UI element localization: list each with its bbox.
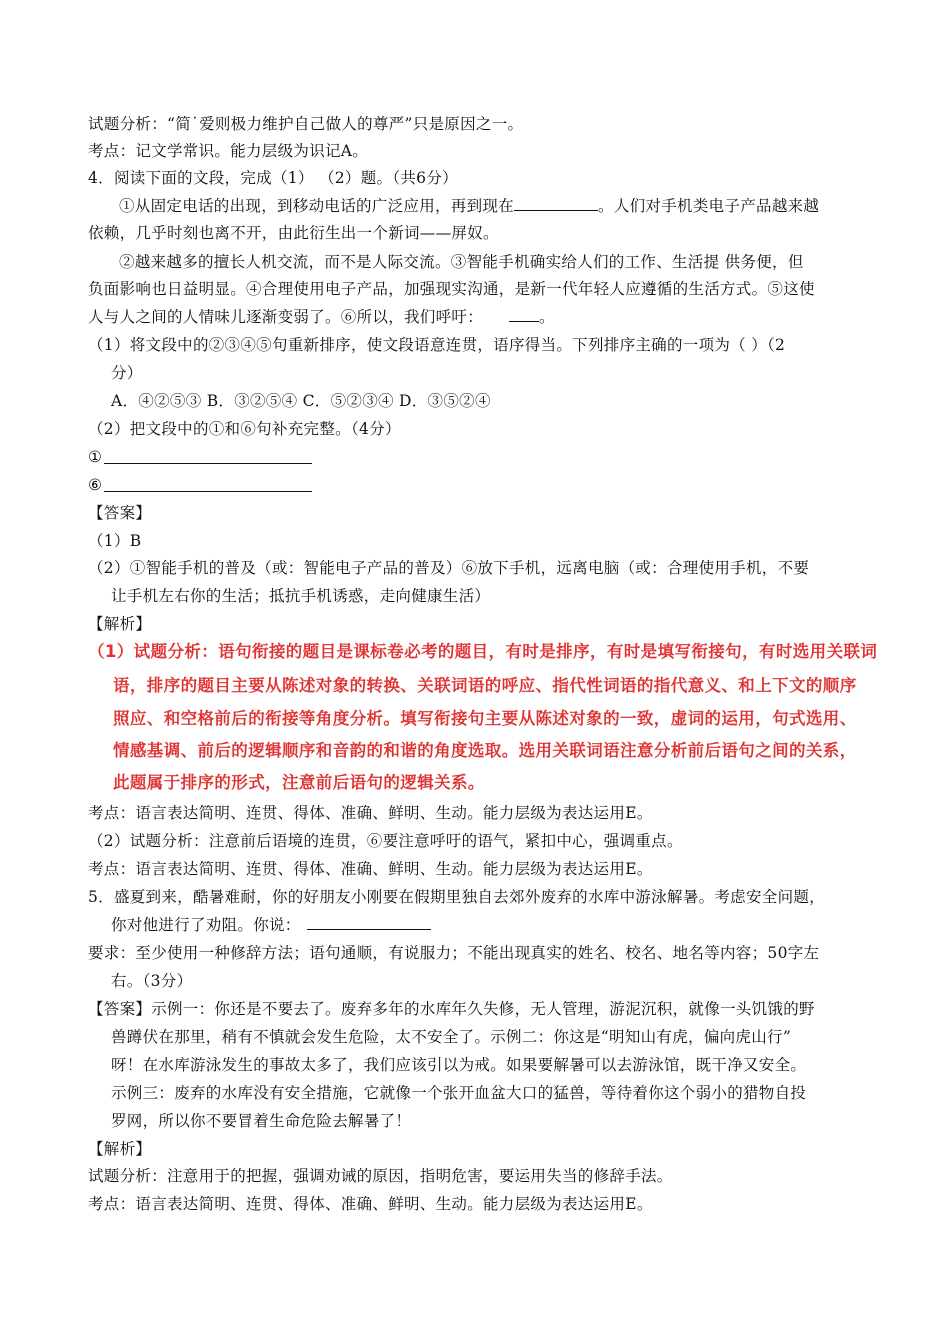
q4-red-analysis-line3: 照应、和空格前后的衔接等角度分析。填写衔接句主要从陈述对象的一致，虚词的运用，句式选用、 — [113, 709, 857, 728]
q5-requirement-line2: 右。（3分） — [111, 972, 193, 990]
q3-point: 考点：记文学常识。能力层级为识记A。 — [88, 142, 369, 160]
q4-answer1: （1）B — [88, 532, 142, 550]
q5-answer-line4: 示例三：废弃的水库没有安全措施，它就像一个张开血盆大口的猛兽，等待着你这个弱小的猎物自投 — [111, 1084, 807, 1102]
q5-analysis-heading: 【解析】 — [88, 1140, 152, 1158]
q5-requirement-line1: 要求：至少使用一种修辞方法；语句通顺，有说服力；不能出现真实的姓名、校名、地名等内容；50字左 — [88, 944, 820, 962]
q4-fill1-label: ① — [88, 448, 103, 466]
q4-analysis-heading: 【解析】 — [88, 615, 152, 633]
q5-title-line2 — [111, 915, 431, 935]
q4-sub1-line2: 分） — [111, 364, 143, 382]
q5-answer-line2: 兽蹲伏在那里，稍有不慎就会发生危险，太不安全了。示例二：你这是“明知山有虎，偏向虎山行” — [111, 1028, 792, 1046]
q4-p1-text-a: ①从固定电话的出现，到移动电话的广泛应用，再到现在 — [119, 197, 515, 215]
q3-analysis: 试题分析：“简˙爱则极力维护自己做人的尊严”只是原因之一。 — [88, 115, 524, 133]
q4-sub1-line1: （1）将文段中的②③④⑤句重新排序，使文段语意连贯，语序得当。下列排序主确的一项为（ ）（2 — [88, 336, 786, 354]
q5-point: 考点：语言表达简明、连贯、得体、准确、鲜明、生动。能力层级为表达运用E。 — [88, 1195, 653, 1213]
q4-paragraph1-line2: 依赖，几乎时刻也离不开，由此衍生出一个新词——屏奴。 — [88, 224, 499, 242]
q4-paragraph2-line3 — [88, 307, 555, 327]
q4-analysis2: （2）试题分析：注意前后语境的连贯，⑥要注意呼吁的语气，紧扣中心，强调重点。 — [88, 832, 683, 850]
q4-answer2-line1: （2）①智能手机的普及（或：智能电子产品的普及）⑥放下手机，远离电脑（或：合理使用手机，不要 — [88, 559, 810, 577]
q4-red-analysis-line5: 此题属于排序的形式，注意前后语句的逻辑关系。 — [113, 773, 485, 792]
q4-p2-end: 。 — [539, 308, 555, 326]
q4-point1: 考点：语言表达简明、连贯、得体、准确、鲜明、生动。能力层级为表达运用E。 — [88, 804, 653, 822]
q4-red-analysis-line1: （1）试题分析：语句衔接的题目是课标卷必考的题目，有时是排序，有时是填写衔接句，有时选用关联词 — [88, 642, 878, 661]
q4-p2-text: 人与人之间的人情味儿逐渐变弱了。⑥所以，我们呼吁： — [88, 308, 484, 326]
q5-title-line1: 5．盛夏到来，酷暑难耐，你的好朋友小刚要在假期里独自去郊外废弃的水库中游泳解暑。考虑安全问题， — [88, 888, 825, 906]
q4-answer2-line2: 让手机左右你的生活；抵抗手机诱惑，走向健康生活） — [111, 587, 491, 605]
q4-p1-blank — [514, 196, 598, 211]
q4-paragraph2-line1: ②越来越多的擅长人机交流，而不是人际交流。③智能手机确实给人们的工作、生活提 供务便，但 — [119, 253, 804, 271]
q5-answer-line5: 罗网，所以你不要冒着生命危险去解暑了！ — [111, 1112, 412, 1130]
q5-title-text: 你对他进行了劝阻。你说： — [111, 916, 301, 934]
q5-analysis: 试题分析：注意用于的把握，强调劝诫的原因，指明危害，要运用失当的修辞手法。 — [88, 1167, 673, 1185]
q4-options: A．④②⑤③ B．③②⑤④ C．⑤②③④ D．③⑤②④ — [111, 392, 491, 410]
q4-p2-blank — [509, 307, 539, 322]
q4-fill6-line — [104, 490, 312, 492]
q4-red-analysis-line2: 语，排序的题目主要从陈述对象的转换、关联词语的呼应、指代性词语的指代意义、和上下文的顺序 — [113, 676, 857, 695]
q4-fill1-line — [104, 462, 312, 464]
q5-answer-line1: 【答案】示例一：你还是不要去了。废弃多年的水库年久失修，无人管理，游泥沉积，就像一头饥饿的野 — [88, 1000, 815, 1018]
q4-answer-heading: 【答案】 — [88, 504, 152, 522]
q4-paragraph2-line2: 负面影响也日益明显。④合理使用电子产品，加强现实沟通，是新一代年轻人应遵循的生活方式。⑤这使 — [88, 280, 815, 298]
q4-red-analysis-line4: 情感基调、前后的逻辑顺序和音韵的和谐的角度选取。选用关联词语注意分析前后语句之间的关系， — [113, 741, 857, 760]
q4-sub2: （2）把文段中的①和⑥句补充完整。（4分） — [88, 420, 401, 438]
q4-paragraph1-line1 — [119, 196, 819, 216]
q5-blank — [307, 915, 431, 930]
q5-answer-line3: 呀！在水库游泳发生的事故太多了，我们应该引以为戒。如果要解暑可以去游泳馆，既干净又安全。 — [111, 1056, 807, 1074]
q4-point2: 考点：语言表达简明、连贯、得体、准确、鲜明、生动。能力层级为表达运用E。 — [88, 860, 653, 878]
q4-title: 4．阅读下面的文段，完成（1） （2）题。（共6分） — [88, 169, 458, 187]
q4-p1-text-b: 。人们对手机类电子产品越来越 — [598, 197, 820, 215]
q4-fill6-label: ⑥ — [88, 476, 103, 494]
